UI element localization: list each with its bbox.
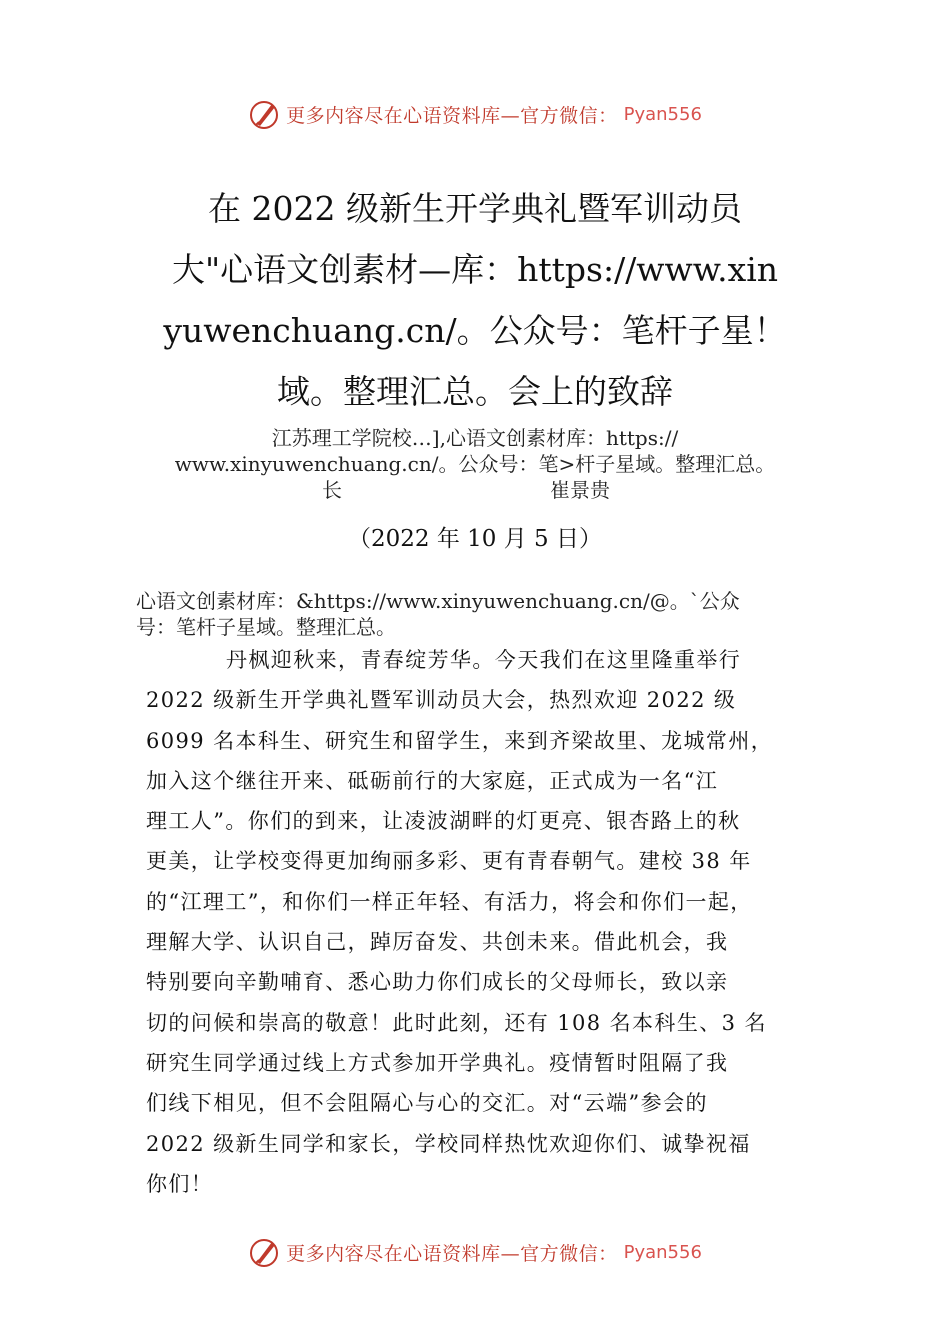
banner-wechat-id: Pyan556 (623, 1241, 702, 1263)
title-line-2: 大"心语文创素材—库：https://www.xin (171, 250, 779, 289)
quill-seal-icon (248, 1236, 280, 1268)
quill-seal-icon (248, 98, 280, 130)
author-name: 崔景贵 (550, 478, 610, 502)
body-line: 理工人”。你们的到来，让凌波湖畔的灯更亮、银杏路上的秋 (146, 809, 741, 834)
body-line: 理解大学、认识自己，踔厉奋发、共创未来。借此机会，我 (146, 930, 729, 955)
body-line: 丹枫迎秋来，青春绽芳华。今天我们在这里隆重举行 (226, 648, 742, 672)
body-line: 切的问候和崇高的敬意！此时此刻，还有 108 名本科生、3 名 (146, 1010, 767, 1035)
speech-body (146, 640, 810, 1204)
body-line: 2022 级新生同学和家长，学校同样热忱欢迎你们、诚挚祝福 (146, 1131, 751, 1156)
body-line: 6099 名本科生、研究生和留学生，来到齐梁故里、龙城常州， (146, 728, 774, 753)
body-line: 的“江理工”，和你们一样正年轻、有活力，将会和你们一起， (146, 889, 753, 914)
title-line-4: 域。整理汇总。会上的致辞 (277, 372, 673, 411)
body-line: 你们！ (146, 1171, 214, 1196)
source-note (136, 588, 848, 640)
author-signature (100, 477, 850, 503)
footer-banner (0, 1232, 950, 1272)
document-title (120, 178, 830, 422)
note-line-2: 号：笔杆子星域。整理汇总。 (136, 615, 396, 639)
body-line: 特别要向辛勤哺育、悉心助力你们成长的父母师长，致以亲 (146, 970, 729, 995)
body-line: 们线下相见，但不会阻隔心与心的交汇。对“云端”参会的 (146, 1091, 708, 1116)
author-block (100, 425, 850, 503)
banner-wechat-id: Pyan556 (623, 103, 702, 125)
author-position: 长 (322, 478, 342, 502)
body-line: 研究生同学通过线上方式参加开学典礼。疫情暂时阻隔了我 (146, 1050, 729, 1075)
author-line-2: www.xinyuwenchuang.cn/。公众号：笔>杆子星域。整理汇总。 (174, 452, 776, 476)
body-line: 2022 级新生开学典礼暨军训动员大会，热烈欢迎 2022 级 (146, 688, 737, 713)
banner-text: 更多内容尽在心语资料库—官方微信： (286, 104, 618, 127)
note-line-1: 心语文创素材库：&https://www.xinyuwenchuang.cn/@。`公众 (136, 589, 740, 613)
author-line-1: 江苏理工学院校…],心语文创素材库：https:// (271, 426, 679, 450)
title-line-3: yuwenchuang.cn/。公众号：笔杆子星！ (163, 311, 787, 350)
header-banner (0, 94, 950, 134)
banner-text: 更多内容尽在心语资料库—官方微信： (286, 1242, 618, 1265)
body-line: 加入这个继往开来、砥砺前行的大家庭，正式成为一名“江 (146, 768, 719, 793)
speech-date: （2022 年 10 月 5 日） (348, 526, 602, 552)
body-line: 更美，让学校变得更加绚丽多彩、更有青春朝气。建校 38 年 (146, 849, 752, 874)
title-line-1: 在 2022 级新生开学典礼暨军训动员 (208, 189, 742, 228)
